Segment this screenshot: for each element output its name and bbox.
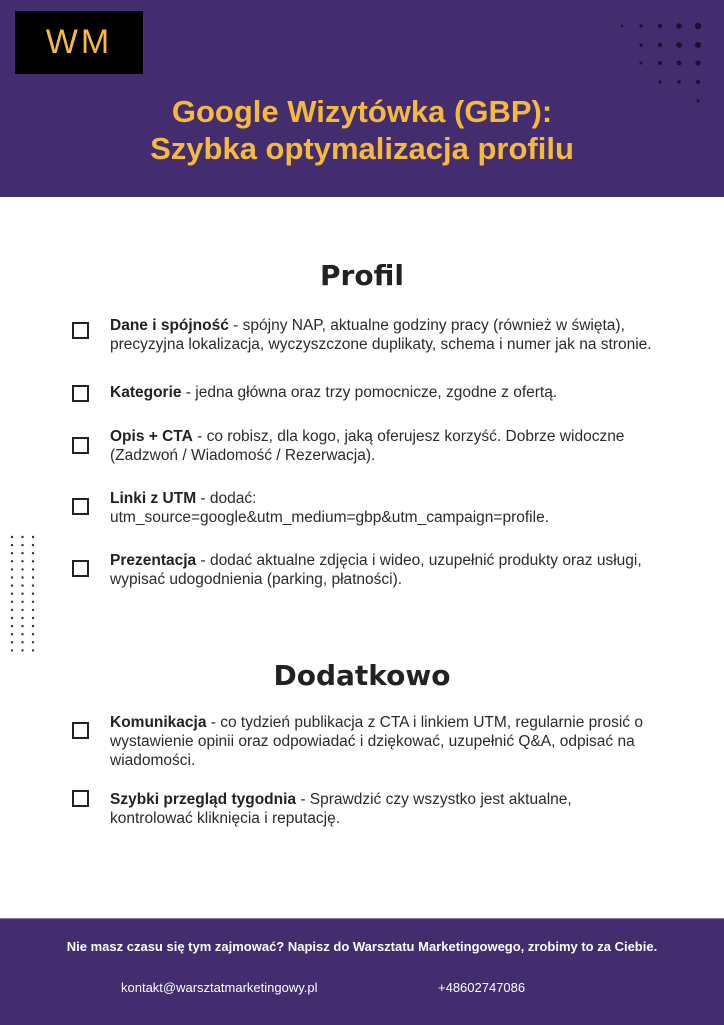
checkbox[interactable] <box>72 322 89 339</box>
dot <box>21 601 23 603</box>
item-description: - dodać aktualne zdjęcia i wideo, uzupełnić produkty oraz usługi, wypisać udogodnienia (parking, płatności). <box>110 552 642 588</box>
dot <box>21 560 23 562</box>
logo-text: WM <box>45 23 113 61</box>
dot <box>11 649 13 651</box>
item-label: Opis + CTA <box>110 428 193 445</box>
dot <box>32 649 34 651</box>
dot <box>21 568 23 570</box>
dot <box>11 625 13 627</box>
dot <box>11 568 13 570</box>
section-title-profil: Profil <box>320 259 404 292</box>
dot <box>32 633 34 635</box>
item-text <box>110 489 630 527</box>
item-label: Kategorie <box>110 384 182 401</box>
dot <box>21 593 23 595</box>
dot <box>21 633 23 635</box>
dot <box>11 560 13 562</box>
logo <box>15 11 143 74</box>
dot <box>11 633 13 635</box>
dot <box>32 593 34 595</box>
dot <box>21 625 23 627</box>
item-description: - spójny NAP, aktualne godziny pracy (również w święta), precyzyjna lokalizacja, wyczyszczone duplikaty, schema i numer jak na stronie. <box>110 317 652 353</box>
contact-phone-link[interactable]: +48602747086 <box>438 980 526 995</box>
checkbox[interactable] <box>72 437 89 454</box>
dot <box>11 601 13 603</box>
dot <box>11 552 13 554</box>
dot <box>21 576 23 578</box>
item-description: - co robisz, dla kogo, jaką oferujesz korzyść. Dobrze widoczne (Zadzwoń / Wiadomość / Rezerwacja). <box>110 428 625 464</box>
item-text <box>110 713 655 770</box>
dot <box>21 552 23 554</box>
item-text <box>110 316 680 354</box>
dot <box>32 536 34 538</box>
dot <box>21 609 23 611</box>
item-description: - Sprawdzić czy wszystko jest aktualne, kontrolować kliknięcia i reputację. <box>110 791 572 827</box>
dot <box>11 641 13 643</box>
contact-email-link[interactable]: kontakt@warsztatmarketingowy.pl <box>121 980 318 995</box>
dot <box>11 584 13 586</box>
dot <box>21 649 23 651</box>
dot <box>11 576 13 578</box>
dot <box>32 601 34 603</box>
dot <box>21 544 23 546</box>
dot <box>32 560 34 562</box>
dot <box>21 584 23 586</box>
item-text <box>110 551 680 589</box>
dot <box>32 544 34 546</box>
item-description: - jedna główna oraz trzy pomocnicze, zgodne z ofertą. <box>181 384 558 401</box>
checkbox[interactable] <box>72 560 89 577</box>
dot <box>21 536 23 538</box>
dot <box>32 609 34 611</box>
dot <box>32 584 34 586</box>
title-line-2: Szybka optymalizacja profilu <box>150 131 574 166</box>
dot <box>32 625 34 627</box>
item-label: Prezentacja <box>110 552 197 569</box>
dots-decoration-left-icon <box>0 520 60 670</box>
dot <box>32 552 34 554</box>
item-text <box>110 383 680 402</box>
item-text <box>110 427 680 465</box>
item-description: - co tydzień publikacja z CTA i linkiem UTM, regularnie prosić o wystawienie opinii oraz odpowiadać i dziękować, uzupełnić Q&A, odpisać na wiadomości. <box>110 714 643 769</box>
title-line-1: Google Wizytówka (GBP): <box>171 94 553 129</box>
dot <box>11 593 13 595</box>
checkbox[interactable] <box>72 790 89 807</box>
section-title-dodatkowo: Dodatkowo <box>273 659 451 692</box>
dot <box>32 617 34 619</box>
dot <box>11 609 13 611</box>
footer-cta: Nie masz czasu się tym zajmować? Napisz do Warsztatu Marketingowego, zrobimy to za Ciebie. <box>66 939 658 954</box>
dot <box>32 641 34 643</box>
checkbox[interactable] <box>72 385 89 402</box>
checkbox[interactable] <box>72 722 89 739</box>
dot <box>21 641 23 643</box>
item-text <box>110 790 630 828</box>
header <box>0 0 724 197</box>
dot <box>21 617 23 619</box>
item-label: Dane i spójność <box>110 317 229 334</box>
item-label: Szybki przegląd tygodnia <box>110 791 297 808</box>
dot <box>11 544 13 546</box>
item-description: - dodać: utm_source=google&utm_medium=gbp&utm_campaign=profile. <box>110 490 549 526</box>
item-label: Komunikacja <box>110 714 207 731</box>
checkbox[interactable] <box>72 498 89 515</box>
dot <box>11 617 13 619</box>
footer <box>0 918 724 1025</box>
item-label: Linki z UTM <box>110 490 197 507</box>
dot <box>32 576 34 578</box>
dot <box>11 536 13 538</box>
page-title <box>0 93 724 167</box>
dot <box>32 568 34 570</box>
